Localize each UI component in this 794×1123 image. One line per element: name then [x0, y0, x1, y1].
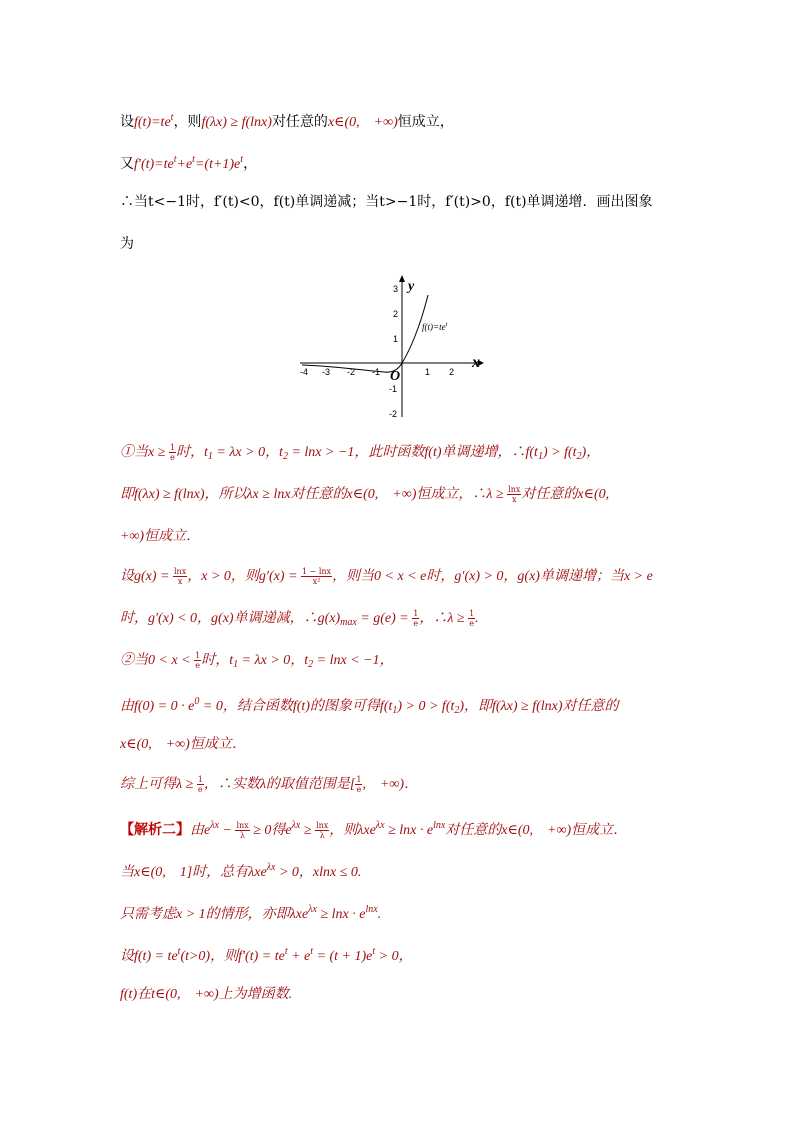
x-tick: -4 — [300, 367, 309, 377]
function-label: $f(t)=te^t$ — [422, 322, 448, 332]
math: ，则$\lambda xe^{\lambda x} \ge \ln x \cdot e^{lnx}$对任意的x∈(0, +∞)恒成立． — [329, 820, 628, 838]
text-line-9: 时，g′(x) < 0，g(x)单调递减，$\therefore g(x)_{max} = g(e)$ = $\frac{1}{e}$ ，∴λ ≥ $\frac{1}{e}$ . — [120, 608, 479, 628]
text: 为 — [120, 236, 134, 252]
x-tick: 1 — [425, 367, 431, 377]
text: ∴当t<−1时，f′(t)<0，f(t)单调递减；当t>−1时，f′(t)>0，f(t)单调递增．画出图象 — [120, 194, 653, 210]
text-line-17 — [120, 942, 413, 967]
math: f(λx) ≥ f(lnx) — [201, 115, 272, 130]
math: $f'(t)=te^t+e^t=(t+1)e^t$ — [134, 154, 244, 172]
text-line-1 — [120, 108, 454, 133]
text: 又 — [120, 156, 134, 172]
math: 时，$t_1 = \lambda x > 0$，$t_2 = \ln x > -1$，此时函数f(t)单调递增，$\therefore f(t_1) > f(t_2)$， — [176, 445, 601, 462]
text-line-16 — [120, 900, 381, 925]
text-line-3 — [120, 192, 653, 212]
text-line-10: ②当0 < x < $\frac{1}{e}$ 时，$t_1 = \lambda x > 0$，$t_2 = \ln x < -1$， — [120, 650, 394, 670]
math: 时，$t_1 = \lambda x > 0$，$t_2 = \ln x < -1$， — [201, 653, 394, 670]
text-line-2 — [120, 150, 257, 175]
y-tick: -2 — [389, 409, 398, 419]
x-ticks — [300, 367, 454, 377]
text-line-6: 即f(λx) ≥ f(lnx)，所以λx ≥ lnx对任意的x∈(0, +∞)恒成立，∴λ ≥ $\frac{\ln x}{x}$ 对任意的x∈(0, — [120, 484, 610, 504]
text-line-11 — [120, 692, 619, 721]
x-tick: -3 — [322, 367, 331, 377]
y-tick: -1 — [389, 384, 398, 394]
math: $f(t)=te^t$ — [134, 112, 174, 130]
x-tick: -1 — [372, 367, 381, 377]
y-tick: 2 — [393, 309, 399, 319]
text-line-5: ①当x ≥ $\frac{1}{e}$ 时，$t_1 = \lambda x > 0$，$t_2 = \ln x > -1$，此时函数f(t)单调递增，$\therefore f(t_1) > f(t_2)$， — [120, 442, 601, 462]
text-line-18: f(t)在t∈(0, +∞)上为增函数. — [120, 987, 293, 1002]
text-line-13: 综上可得λ ≥ $\frac{1}{e}$ ，∴实数λ的取值范围是[ $\frac{1}{e}$ , +∞)． — [120, 774, 419, 794]
text: ， — [243, 156, 258, 172]
y-tick: 1 — [393, 334, 399, 344]
math: 当x∈(0, 1]时，总有λxe$^{\lambda x}$ > 0，xlnx ≤ 0. — [120, 862, 362, 880]
text-line-15 — [120, 858, 361, 883]
y-axis-label: y — [408, 279, 415, 294]
text-line-4 — [120, 234, 134, 254]
text: ，则 — [173, 114, 202, 130]
text: 设 — [120, 114, 134, 130]
math: 由$e^{\lambda x}$ − — [190, 820, 236, 838]
section-heading: 【解析二】 — [120, 822, 190, 838]
y-tick: 3 — [393, 284, 399, 294]
function-graph — [292, 272, 492, 422]
text-line-14: 【解析二】由$e^{\lambda x}$ − $\frac{\ln x}{\lambda}$ ≥ 0得$e^{\lambda x}$ ≥ $\frac{\ln x}{\lambda}$ ，则$\lambda xe^{\lambda x} \ge \ln x \cdot e^{lnx}$对任意的x∈(0, +∞)恒成立． — [120, 820, 628, 840]
x-axis-label: x — [472, 354, 480, 371]
math: 只需考虑x > 1的情形，亦即$\lambda xe^{\lambda x} \ge \ln x \cdot e^{lnx}$. — [120, 904, 382, 922]
text: 对任意的 — [271, 114, 328, 130]
math: x∈(0, +∞) — [327, 115, 398, 130]
math: 设$f(t) = te^t(t>0)$，则$f'(t) = te^t + e^t = (t + 1)e^t > 0$， — [120, 946, 413, 964]
x-tick: -2 — [347, 367, 356, 377]
y-arrow-icon — [399, 275, 405, 282]
y-ticks — [389, 284, 401, 419]
text: 恒成立， — [397, 114, 454, 130]
curve — [302, 295, 428, 372]
math: ≥ 0得$e^{\lambda x}$ ≥ — [249, 820, 316, 838]
text-line-12: x∈(0, +∞)恒成立． — [120, 737, 246, 752]
math: 由$f(0) = 0 \cdot e^0 = 0$，结合函数f(t)的图象可得$f(t_1) > 0 > f(t_2)$，即f(λx) ≥ f(lnx)对任意的 — [120, 696, 619, 716]
x-tick: 2 — [449, 367, 455, 377]
text-line-7: +∞)恒成立． — [120, 529, 201, 544]
text-line-8: 设g(x) = $\frac{\ln x}{x}$ ，x > 0，则g′(x) = $\frac{1 - \ln x}{\text{x²}}$ ，则当0 < x < e时，g′(x) > 0，g(x)单调递增；当x > e — [120, 566, 653, 586]
origin-label: O — [390, 369, 401, 384]
